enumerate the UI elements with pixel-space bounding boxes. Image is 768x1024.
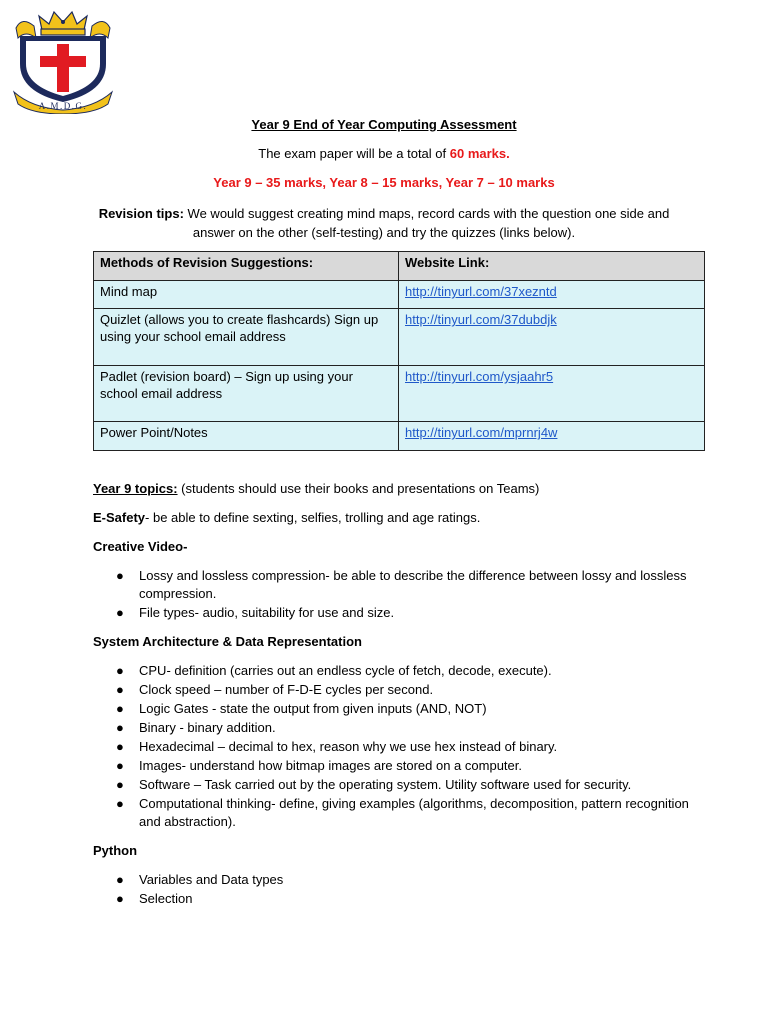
list-item-text: Logic Gates - state the output from given inputs (AND, NOT) xyxy=(139,701,487,716)
method-cell: Power Point/Notes xyxy=(94,422,399,451)
list-item-text: Images- understand how bitmap images are stored on a computer. xyxy=(139,758,522,773)
list-item-text: Variables and Data types xyxy=(139,872,284,887)
bullet-icon: ● xyxy=(116,682,124,697)
list-item-text: Computational thinking- define, giving examples (algorithms, decomposition, pattern recognition and abstraction). xyxy=(139,796,689,829)
list-item-text: File types- audio, suitability for use and size. xyxy=(139,604,395,620)
marks-breakdown: Year 9 – 35 marks, Year 8 – 15 marks, Year 7 – 10 marks xyxy=(213,175,555,190)
list-item xyxy=(93,662,713,680)
page-title: Year 9 End of Year Computing Assessment xyxy=(251,117,517,132)
revision-methods-table xyxy=(93,251,705,451)
list-item xyxy=(93,604,713,622)
system-arch-heading xyxy=(93,633,713,650)
total-marks-line xyxy=(0,146,768,161)
topics-heading-line xyxy=(93,480,713,497)
website-link[interactable]: http://tinyurl.com/37dubdjk xyxy=(405,312,557,327)
link-cell xyxy=(399,422,705,451)
topics-section xyxy=(93,480,713,920)
bullet-icon: ● xyxy=(116,777,124,792)
creative-video-heading-text: Creative Video- xyxy=(93,539,188,554)
list-item xyxy=(93,757,713,775)
website-link[interactable]: http://tinyurl.com/37xezntd xyxy=(405,284,557,299)
list-item xyxy=(93,871,713,889)
list-item-text: CPU- definition (carries out an endless cycle of fetch, decode, execute). xyxy=(139,663,552,678)
method-cell: Quizlet (allows you to create flashcards) Sign up using your school email address xyxy=(94,309,399,366)
creative-video-heading xyxy=(93,538,713,555)
list-item-text: Hexadecimal – decimal to hex, reason why we use hex instead of binary. xyxy=(139,739,558,754)
bullet-icon: ● xyxy=(116,796,124,811)
bullet-icon: ● xyxy=(116,758,124,773)
list-item-text: Lossy and lossless compression- be able to describe the difference between lossy and lossless compression. xyxy=(139,568,687,601)
list-item xyxy=(93,700,713,718)
bullet-icon: ● xyxy=(116,701,124,716)
table-row xyxy=(94,366,705,422)
revision-tips-label: Revision tips: xyxy=(98,206,184,221)
list-item xyxy=(93,719,713,737)
link-cell xyxy=(399,281,705,309)
bullet-icon: ● xyxy=(116,872,124,887)
total-marks-value: 60 marks. xyxy=(449,146,510,161)
table-header-row xyxy=(94,252,705,281)
list-item xyxy=(93,776,713,794)
bullet-icon: ● xyxy=(116,720,124,735)
bullet-icon: ● xyxy=(116,891,124,906)
crown-icon xyxy=(39,12,87,35)
website-link[interactable]: http://tinyurl.com/ysjaahr5 xyxy=(405,369,554,384)
revision-tips xyxy=(96,204,672,242)
crest-motto: A.M.D.G. xyxy=(38,101,88,111)
esafety-text: - be able to define sexting, selfies, trolling and age ratings. xyxy=(145,510,481,525)
python-heading xyxy=(93,842,713,859)
bullet-icon: ● xyxy=(116,568,124,583)
list-item-text: Software – Task carried out by the operating system. Utility software used for security. xyxy=(139,777,632,792)
topics-note: (students should use their books and presentations on Teams) xyxy=(177,481,540,496)
method-cell: Padlet (revision board) – Sign up using your school email address xyxy=(94,366,399,422)
link-cell xyxy=(399,309,705,366)
list-item-text: Binary - binary addition. xyxy=(139,720,276,735)
esafety-line xyxy=(93,509,713,526)
list-item-text: Selection xyxy=(139,891,193,906)
esafety-label: E-Safety xyxy=(93,510,146,525)
list-item-text: Clock speed – number of F-D-E cycles per second. xyxy=(139,682,434,697)
method-cell: Mind map xyxy=(94,281,399,309)
python-heading-text: Python xyxy=(93,843,138,858)
bullet-icon: ● xyxy=(116,604,124,620)
list-item xyxy=(93,681,713,699)
school-crest-logo xyxy=(12,8,114,114)
list-item xyxy=(93,795,713,830)
system-arch-heading-text: System Architecture & Data Representation xyxy=(93,634,362,649)
link-cell xyxy=(399,366,705,422)
bullet-icon: ● xyxy=(116,663,124,678)
list-item xyxy=(93,890,713,908)
list-item xyxy=(93,567,713,602)
creative-video-list xyxy=(93,567,713,621)
topics-heading: Year 9 topics: xyxy=(93,481,178,496)
table-row xyxy=(94,309,705,366)
table-row xyxy=(94,281,705,309)
python-list xyxy=(93,871,713,908)
bullet-icon: ● xyxy=(116,739,124,754)
list-item xyxy=(93,738,713,756)
revision-tips-text: We would suggest creating mind maps, record cards with the question one side and answer on the other (self-testing) and try the quizzes (links below). xyxy=(183,206,670,240)
column-header-methods: Methods of Revision Suggestions: xyxy=(94,252,399,281)
website-link[interactable]: http://tinyurl.com/mprnrj4w xyxy=(405,425,558,440)
total-prefix: The exam paper will be a total of xyxy=(258,146,450,161)
system-arch-list xyxy=(93,662,713,830)
table-row xyxy=(94,422,705,451)
column-header-link: Website Link: xyxy=(399,252,705,281)
